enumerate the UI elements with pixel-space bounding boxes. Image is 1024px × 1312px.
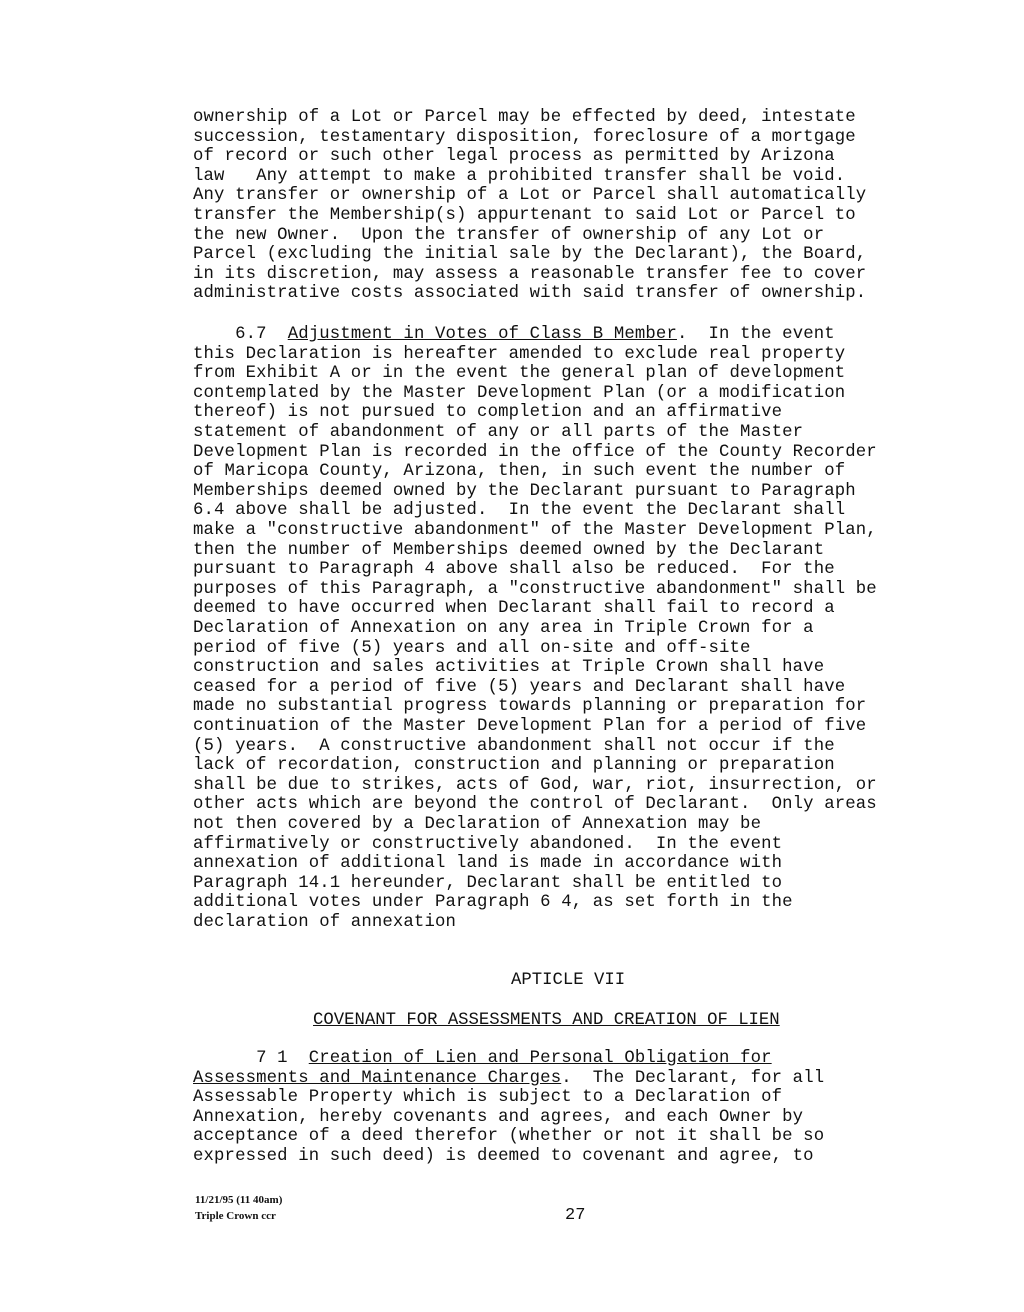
text-line: Any transfer or ownership of a Lot or Parcel shall automatically xyxy=(193,186,867,206)
footer-file-name: Triple Crown ccr xyxy=(195,1210,276,1222)
text-line: 6.4 above shall be adjusted. In the event the Declarant shall xyxy=(193,501,846,521)
text-line: from Exhibit A or in the event the general plan of development xyxy=(193,364,846,384)
text-line: deemed to have occurred when Declarant shall fail to record a xyxy=(193,599,835,619)
article-title: APTICLE VII xyxy=(511,971,626,990)
text-line: declaration of annexation xyxy=(193,913,457,932)
text-line: make a "constructive abandonment" of the Master Development Plan, xyxy=(193,521,877,540)
text-line: in its discretion, may assess a reasonable transfer fee to cover xyxy=(193,264,867,284)
section-heading-line xyxy=(193,1069,824,1089)
text-line: Memberships deemed owned by the Declarant pursuant to Paragraph xyxy=(193,481,856,501)
text-line: period of five (5) years and all on-site and off-site xyxy=(193,638,751,658)
footer-date: 11/21/95 (11 40am) xyxy=(195,1194,283,1206)
text-line: ownership of a Lot or Parcel may be effected by deed, intestate xyxy=(193,108,856,127)
text-line: Development Plan is recorded in the office of the County Recorder xyxy=(193,442,877,462)
text-line: affirmatively or constructively abandoned. In the event xyxy=(193,834,783,854)
section-heading-continued: Assessments and Maintenance Charges xyxy=(193,1068,562,1088)
text-line: acceptance of a deed therefor (whether or not it shall be so xyxy=(193,1127,825,1147)
text-line: continuation of the Master Development Plan for a period of five xyxy=(193,717,867,736)
article-subtitle: COVENANT FOR ASSESSMENTS AND CREATION OF LIEN xyxy=(313,1011,780,1030)
text-line: purposes of this Paragraph, a "constructive abandonment" shall be xyxy=(193,579,877,599)
text-line: Assessable Property which is subject to a Declaration of xyxy=(193,1088,783,1108)
section-heading: Adjustment in Votes of Class B Member xyxy=(287,325,677,344)
text-line: the new Owner. Upon the transfer of ownership of any Lot or xyxy=(193,225,825,245)
text-line: contemplated by the Master Development Plan (or a modification xyxy=(193,383,846,403)
section-heading-rest: . In the event xyxy=(676,325,835,344)
text-line: Parcel (excluding the initial sale by the Declarant), the Board, xyxy=(193,245,867,265)
section-number: 7 1 xyxy=(256,1049,288,1068)
text-line: statement of abandonment of any or all parts of the Master xyxy=(193,423,804,442)
page-number: 27 xyxy=(565,1206,586,1225)
text-line: this Declaration is hereafter amended to exclude real property xyxy=(193,344,846,364)
text-line: not then covered by a Declaration of Annexation may be xyxy=(193,815,762,834)
text-line: Paragraph 14.1 hereunder, Declarant shall be entitled to xyxy=(193,873,783,893)
text-line: pursuant to Paragraph 4 above shall also be reduced. For the xyxy=(193,560,835,580)
text-line: construction and sales activities at Triple Crown shall have xyxy=(193,658,825,678)
text-line: of Maricopa County, Arizona, then, in such event the number of xyxy=(193,462,846,482)
text-line: then the number of Memberships deemed owned by the Declarant xyxy=(193,540,825,560)
text-line: of record or such other legal process as permitted by Arizona xyxy=(193,147,835,167)
text-line: succession, testamentary disposition, foreclosure of a mortgage xyxy=(193,127,856,147)
text-line: transfer the Membership(s) appurtenant to said Lot or Parcel to xyxy=(193,206,856,225)
text-line: law Any attempt to make a prohibited transfer shall be void. xyxy=(193,166,846,186)
text-line: Declaration of Annexation on any area in Triple Crown for a xyxy=(193,619,814,638)
text-line: thereof) is not pursued to completion and an affirmative xyxy=(193,403,783,423)
text-line: shall be due to strikes, acts of God, war, riot, insurrection, or xyxy=(193,775,877,795)
text-line: administrative costs associated with said transfer of ownership. xyxy=(193,284,867,304)
text-line: Annexation, hereby covenants and agrees, and each Owner by xyxy=(193,1107,804,1127)
section-heading-rest: . The Declarant, for all xyxy=(561,1068,825,1088)
section-number: 6.7 xyxy=(235,325,267,344)
text-line: lack of recordation, construction and planning or preparation xyxy=(193,756,835,776)
section-heading-line xyxy=(193,325,835,345)
text-line: annexation of additional land is made in accordance with xyxy=(193,854,783,874)
text-line: expressed in such deed) is deemed to covenant and agree, to xyxy=(193,1147,814,1166)
text-line: made no substantial progress towards planning or preparation for xyxy=(193,697,867,717)
text-line: other acts which are beyond the control of Declarant. Only areas xyxy=(193,795,877,815)
section-heading-line xyxy=(193,1049,772,1069)
text-line: (5) years. A constructive abandonment shall not occur if the xyxy=(193,736,835,756)
text-line: ceased for a period of five (5) years and Declarant shall have xyxy=(193,677,846,697)
text-line: additional votes under Paragraph 6 4, as set forth in the xyxy=(193,893,793,913)
section-heading: Creation of Lien and Personal Obligation for xyxy=(308,1049,772,1068)
